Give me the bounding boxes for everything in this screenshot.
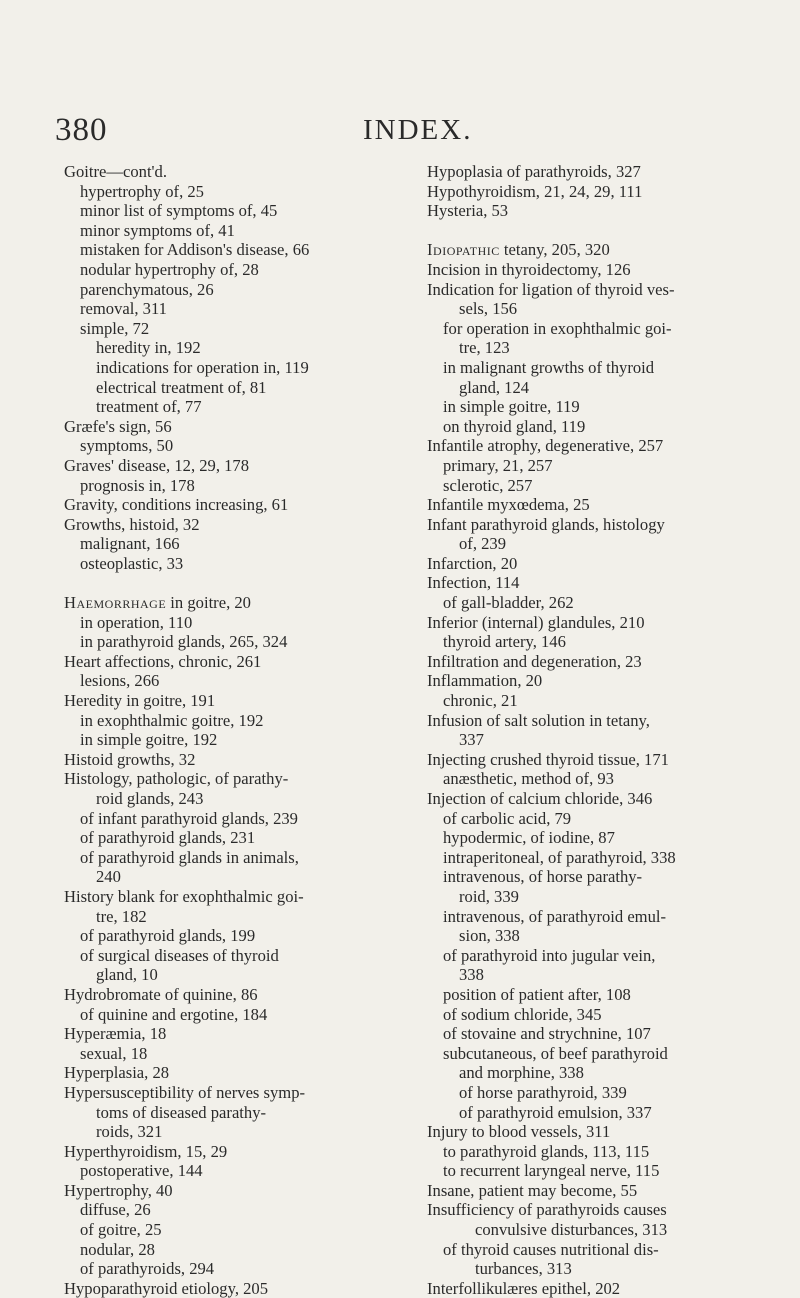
index-subentry: of sodium chloride, 345 xyxy=(443,1004,602,1024)
index-subentry: postoperative, 144 xyxy=(80,1161,203,1181)
index-subentry: electrical treatment of, 81 xyxy=(96,377,267,397)
index-subentry: of parathyroid glands in animals, xyxy=(80,847,299,867)
index-subentry: in simple goitre, 119 xyxy=(443,397,580,417)
index-subentry: hypertrophy of, 25 xyxy=(80,181,204,201)
index-subentry: thyroid artery, 146 xyxy=(443,632,566,652)
section-gap xyxy=(427,221,757,241)
index-subentry: 240 xyxy=(96,867,121,887)
index-entry: History blank for exophthalmic goi- xyxy=(64,886,304,906)
index-entry: Injury to blood vessels, 311 xyxy=(427,1122,611,1142)
index-subentry: of goitre, 25 xyxy=(80,1220,162,1240)
index-entry: Hypoplasia of parathyroids, 327 xyxy=(427,162,641,181)
index-entry: Hypoparathyroid etiology, 205 xyxy=(64,1278,269,1298)
index-subentry: of surgical diseases of thyroid xyxy=(80,945,279,965)
index-entry: Histoid growths, 32 xyxy=(64,749,196,769)
index-column-left xyxy=(64,162,399,1298)
index-subentry: sexual, 18 xyxy=(80,1043,148,1063)
index-entry: Haemorrhage in goitre, 20 xyxy=(64,593,251,613)
index-subentry: to recurrent laryngeal nerve, 115 xyxy=(443,1161,660,1181)
index-subentry: anæsthetic, method of, 93 xyxy=(443,769,614,789)
index-subentry: on thyroid gland, 119 xyxy=(443,416,586,436)
index-subentry: mistaken for Addison's disease, 66 xyxy=(80,240,310,260)
index-entry: Histology, pathologic, of parathy- xyxy=(64,769,289,789)
index-subentry: prognosis in, 178 xyxy=(80,475,195,495)
index-subentry: parenchymatous, 26 xyxy=(80,279,214,299)
index-subentry: for operation in exophthalmic goi- xyxy=(443,318,672,338)
index-entry: Infantile atrophy, degenerative, 257 xyxy=(427,436,664,456)
index-subentry: of parathyroids, 294 xyxy=(80,1259,215,1279)
index-subentry: sels, 156 xyxy=(459,299,518,319)
index-subentry: nodular, 28 xyxy=(80,1239,155,1259)
index-entry: Hyperæmia, 18 xyxy=(64,1024,167,1044)
index-subentry: tre, 182 xyxy=(96,906,147,926)
index-entry: Indication for ligation of thyroid ves- xyxy=(427,279,675,299)
index-entry: Gravity, conditions increasing, 61 xyxy=(64,495,289,515)
index-entry: Idiopathic tetany, 205, 320 xyxy=(427,240,610,260)
index-subentry: of parathyroid into jugular vein, xyxy=(443,945,656,965)
index-subentry: intravenous, of horse parathy- xyxy=(443,867,643,887)
index-entry: Infection, 114 xyxy=(427,573,520,593)
index-subentry: primary, 21, 257 xyxy=(443,455,553,475)
index-subentry: nodular hypertrophy of, 28 xyxy=(80,259,259,279)
index-subentry: 337 xyxy=(459,730,484,750)
index-subentry: subcutaneous, of beef parathyroid xyxy=(443,1043,668,1063)
index-entry: Hydrobromate of quinine, 86 xyxy=(64,984,258,1004)
index-entry: Heredity in goitre, 191 xyxy=(64,691,216,711)
index-subentry: simple, 72 xyxy=(80,318,150,338)
index-subentry: hypodermic, of iodine, 87 xyxy=(443,828,615,848)
index-subentry: convulsive disturbances, 313 xyxy=(475,1220,668,1240)
index-subentry: indications for operation in, 119 xyxy=(96,357,309,377)
index-subentry: sclerotic, 257 xyxy=(443,475,533,495)
page-title: INDEX. xyxy=(363,114,473,146)
index-subentry: malignant, 166 xyxy=(80,534,180,554)
index-subentry: sion, 338 xyxy=(459,926,520,946)
index-entry: Inferior (internal) glandules, 210 xyxy=(427,612,645,632)
index-subentry: turbances, 313 xyxy=(475,1259,572,1279)
index-subentry: symptoms, 50 xyxy=(80,436,174,456)
index-subentry: lesions, 266 xyxy=(80,671,160,691)
index-entry: Hyperplasia, 28 xyxy=(64,1063,170,1083)
index-subentry: of thyroid causes nutritional dis- xyxy=(443,1239,659,1259)
index-subentry: of parathyroid glands, 231 xyxy=(80,828,256,848)
index-subentry: of horse parathyroid, 339 xyxy=(459,1082,627,1102)
index-entry: Infantile myxœdema, 25 xyxy=(427,495,590,515)
index-subentry: intravenous, of parathyroid emul- xyxy=(443,906,667,926)
index-subentry: and morphine, 338 xyxy=(459,1063,584,1083)
index-subentry: of infant parathyroid glands, 239 xyxy=(80,808,298,828)
index-subentry: position of patient after, 108 xyxy=(443,984,631,1004)
index-subentry: tre, 123 xyxy=(459,338,510,358)
index-entry: Inflammation, 20 xyxy=(427,671,543,691)
index-subentry: of parathyroid emulsion, 337 xyxy=(459,1102,652,1122)
index-entry: Injection of calcium chloride, 346 xyxy=(427,789,653,808)
index-subentry: heredity in, 192 xyxy=(96,338,201,358)
index-entry: Injecting crushed thyroid tissue, 171 xyxy=(427,749,669,769)
index-entry: Hyperthyroidism, 15, 29 xyxy=(64,1141,228,1161)
section-gap xyxy=(64,573,399,593)
index-subentry: diffuse, 26 xyxy=(80,1200,151,1220)
index-subentry: osteoplastic, 33 xyxy=(80,553,184,573)
page-header xyxy=(55,112,755,156)
index-subentry: of parathyroid glands, 199 xyxy=(80,926,256,946)
index-subentry: of carbolic acid, 79 xyxy=(443,808,572,828)
index-subentry: chronic, 21 xyxy=(443,691,518,711)
index-subentry: minor list of symptoms of, 45 xyxy=(80,201,278,221)
index-entry: Græfe's sign, 56 xyxy=(64,416,172,436)
index-subentry: intraperitoneal, of parathyroid, 338 xyxy=(443,847,676,867)
index-column-right xyxy=(427,162,757,1298)
index-subentry: 338 xyxy=(459,965,484,985)
index-entry: Goitre—cont'd. xyxy=(64,162,167,181)
index-subentry: of, 239 xyxy=(459,534,507,554)
index-subentry: in parathyroid glands, 265, 324 xyxy=(80,632,288,652)
index-entry: Incision in thyroidectomy, 126 xyxy=(427,259,631,279)
index-entry: Interfollikulæres epithel, 202 xyxy=(427,1278,621,1298)
index-entry: Infant parathyroid glands, histology xyxy=(427,514,665,534)
index-subentry: treatment of, 77 xyxy=(96,397,202,417)
index-subentry: of quinine and ergotine, 184 xyxy=(80,1004,268,1024)
index-subentry: roid glands, 243 xyxy=(96,789,204,808)
index-subentry: roids, 321 xyxy=(96,1122,163,1142)
index-entry: Insane, patient may become, 55 xyxy=(427,1180,638,1200)
index-entry: Graves' disease, 12, 29, 178 xyxy=(64,455,250,475)
index-entry: Infusion of salt solution in tetany, xyxy=(427,710,650,730)
index-subentry: of stovaine and strychnine, 107 xyxy=(443,1024,651,1044)
index-subentry: in simple goitre, 192 xyxy=(80,730,218,750)
index-subentry: roid, 339 xyxy=(459,886,519,906)
index-entry: Infarction, 20 xyxy=(427,553,518,573)
index-subentry: of gall-bladder, 262 xyxy=(443,593,574,613)
index-entry: Insufficiency of parathyroids causes xyxy=(427,1200,667,1220)
index-subentry: removal, 311 xyxy=(80,299,167,319)
page-number: 380 xyxy=(55,112,108,148)
index-entry: Hypertrophy, 40 xyxy=(64,1180,173,1200)
index-entry: Infiltration and degeneration, 23 xyxy=(427,651,642,671)
index-subentry: minor symptoms of, 41 xyxy=(80,220,235,240)
index-entry: Heart affections, chronic, 261 xyxy=(64,651,262,671)
index-subentry: toms of diseased parathy- xyxy=(96,1102,267,1122)
index-subentry: gland, 10 xyxy=(96,965,158,985)
index-subentry: in operation, 110 xyxy=(80,612,193,632)
index-entry: Hysteria, 53 xyxy=(427,201,509,221)
index-subentry: in malignant growths of thyroid xyxy=(443,357,655,377)
index-subentry: gland, 124 xyxy=(459,377,530,397)
index-entry: Hypothyroidism, 21, 24, 29, 111 xyxy=(427,181,643,201)
index-entry: Hypersusceptibility of nerves symp- xyxy=(64,1082,306,1102)
index-entry: Growths, histoid, 32 xyxy=(64,514,200,534)
index-subentry: to parathyroid glands, 113, 115 xyxy=(443,1141,650,1161)
index-subentry: in exophthalmic goitre, 192 xyxy=(80,710,264,730)
